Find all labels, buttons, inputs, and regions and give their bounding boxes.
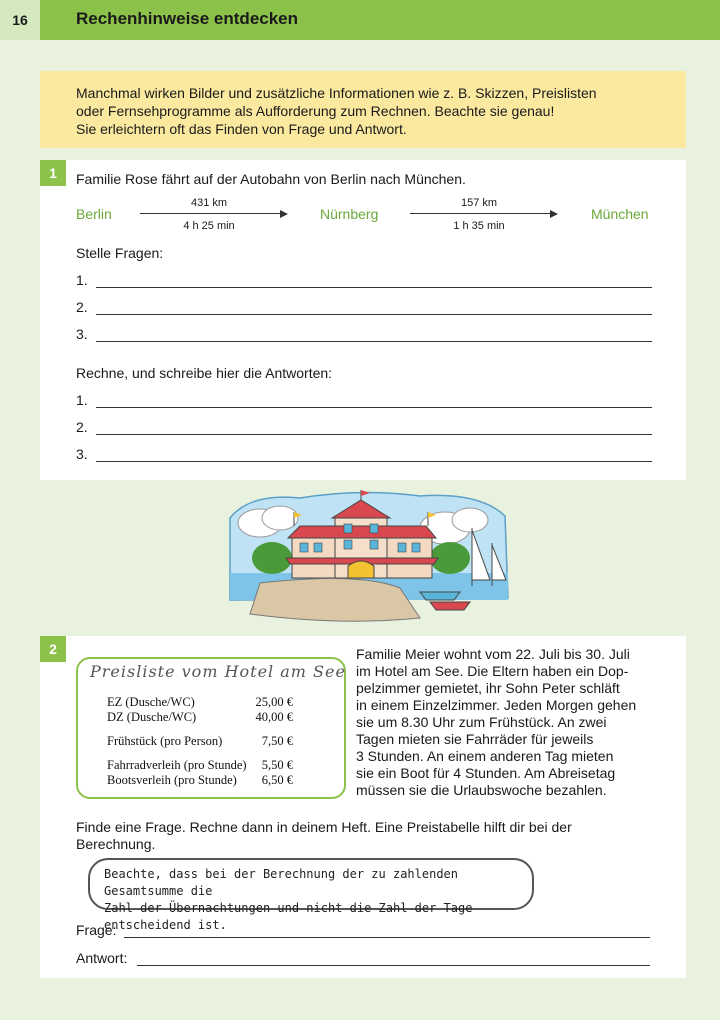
answer-line-1[interactable] xyxy=(96,407,652,408)
leg1-arrow xyxy=(140,213,280,214)
price-item-label: DZ (Dusche/WC) xyxy=(107,710,197,724)
question-number: 2. xyxy=(76,299,88,315)
page-title: Rechenhinweise entdecken xyxy=(76,9,299,28)
intro-line: oder Fernsehprogramme als Aufforderung zum Rechnen. Beachte sie genau! xyxy=(76,103,555,119)
hotel-illustration xyxy=(220,488,512,628)
hint-text xyxy=(104,866,524,934)
question-number: 1. xyxy=(76,272,88,288)
price-item-value: 5,50 € xyxy=(261,758,293,772)
task1-statement: Familie Rose fährt auf der Autobahn von Berlin nach München. xyxy=(76,171,466,187)
answer-number: 2. xyxy=(76,419,88,435)
leg2-time: 1 h 35 min xyxy=(453,220,505,232)
story-line: sie ein Boot für 4 Stunden. Am Abreisetag xyxy=(356,765,616,781)
price-list-title: Preisliste vom Hotel am See xyxy=(90,662,346,681)
story-line: Tagen mieten sie Fahrräder für jeweils xyxy=(356,731,594,747)
city-nuernberg: Nürnberg xyxy=(320,206,379,222)
story-line: sie um 8.30 Uhr zum Frühstück. An zwei xyxy=(356,714,607,730)
question-label: Frage: xyxy=(76,922,117,938)
leg1-time: 4 h 25 min xyxy=(183,220,235,232)
price-item-value: 6,50 € xyxy=(261,773,293,787)
story-line: Familie Meier wohnt vom 22. Juli bis 30. Juli xyxy=(356,646,630,662)
question-number: 3. xyxy=(76,326,88,342)
hint-line: Zahl der Übernachtungen und nicht die Zahl der Tage entscheidend ist. xyxy=(104,901,473,932)
hint-line: Beachte, dass bei der Berechnung der zu zahlenden Gesamtsumme die xyxy=(104,867,459,898)
answer-label: Antwort: xyxy=(76,950,128,966)
story-line: pelzimmer gemietet, ihr Sohn Peter schläft xyxy=(356,680,620,696)
price-item-value: 40,00 € xyxy=(255,710,293,724)
price-item-label: Frühstück (pro Person) xyxy=(107,734,223,748)
question-line-2[interactable] xyxy=(96,314,652,315)
answer-write-line[interactable] xyxy=(137,965,650,966)
page-number: 16 xyxy=(0,0,40,40)
task2-story xyxy=(356,646,656,799)
answers-label: Rechne, und schreibe hier die Antworten: xyxy=(76,365,333,381)
story-line: im Hotel am See. Die Eltern haben ein Dop- xyxy=(356,663,629,679)
answer-line-2[interactable] xyxy=(96,434,652,435)
task1-number: 1 xyxy=(40,160,66,186)
arrowhead-icon xyxy=(280,210,288,218)
answer-number: 1. xyxy=(76,392,88,408)
leg2-distance: 157 km xyxy=(460,197,498,209)
story-line: müssen sie die Urlaubswoche bezahlen. xyxy=(356,782,607,798)
arrowhead-icon xyxy=(550,210,558,218)
task2-number: 2 xyxy=(40,636,66,662)
price-item-label: EZ (Dusche/WC) xyxy=(107,695,195,709)
leg1-distance: 431 km xyxy=(190,197,228,209)
intro-line: Manchmal wirken Bilder und zusätzliche Informationen wie z. B. Skizzen, Preislisten xyxy=(76,85,597,101)
question-line-1[interactable] xyxy=(96,287,652,288)
price-item-label: Bootsverleih (pro Stunde) xyxy=(107,773,237,787)
city-muenchen: München xyxy=(591,206,649,222)
intro-line: Sie erleichtern oft das Finden von Frage und Antwort. xyxy=(76,121,407,137)
instruction-line: Berechnung. xyxy=(76,836,156,852)
task2-instruction xyxy=(76,819,572,853)
answer-line-3[interactable] xyxy=(96,461,652,462)
questions-label: Stelle Fragen: xyxy=(76,245,164,261)
story-line: in einem Einzelzimmer. Jeden Morgen gehen xyxy=(356,697,637,713)
city-berlin: Berlin xyxy=(76,206,112,222)
story-line: 3 Stunden. An einem anderen Tag mieten xyxy=(356,748,614,764)
price-item-value: 25,00 € xyxy=(255,695,293,709)
price-item-label: Fahrradverleih (pro Stunde) xyxy=(107,758,247,772)
price-item-value: 7,50 € xyxy=(261,734,293,748)
instruction-line: Finde eine Frage. Rechne dann in deinem Heft. Eine Preistabelle hilft dir bei der xyxy=(76,819,572,835)
answer-number: 3. xyxy=(76,446,88,462)
leg2-arrow xyxy=(410,213,550,214)
intro-text xyxy=(76,84,676,138)
question-line-3[interactable] xyxy=(96,341,652,342)
question-answer-line[interactable] xyxy=(124,937,650,938)
